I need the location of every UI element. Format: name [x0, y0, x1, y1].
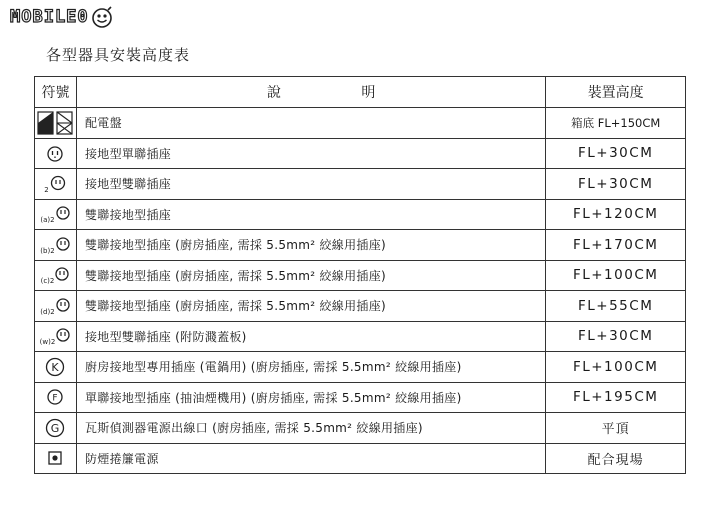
header-desc-left: 說 [266, 85, 281, 101]
logo-face-icon [91, 6, 113, 28]
symbol-prefix: (a)2 [40, 216, 55, 225]
table-header-row [35, 77, 686, 108]
kitchen-outlet-k-icon [44, 356, 66, 378]
logo-text: MOBILE0 [10, 7, 89, 27]
mobile01-logo [10, 4, 113, 30]
description-cell: 配電盤 [76, 108, 545, 139]
height-cell: FL+120CM [546, 199, 686, 230]
description-cell: 單聯接地型插座 (抽油煙機用) (廚房插座, 需採 5.5mm² 絞線用插座) [76, 382, 545, 413]
waterproof-duplex-outlet-icon [55, 326, 71, 346]
description-cell: 接地型雙聯插座 [76, 169, 545, 200]
description-cell: 雙聯接地型插座 (廚房插座, 需採 5.5mm² 絞線用插座) [76, 230, 545, 261]
symbol-prefix: (b)2 [40, 246, 55, 255]
description-cell: 防煙捲簾電源 [76, 443, 545, 474]
symbol-cell [35, 321, 77, 352]
table-row [35, 199, 686, 230]
table-row [35, 169, 686, 200]
table-row [35, 352, 686, 383]
symbol-prefix: (d)2 [40, 307, 55, 316]
table-row [35, 108, 686, 139]
duplex-outlet-b-icon [55, 235, 71, 255]
height-cell: 箱底 FL+150CM [546, 108, 686, 139]
header-symbol: 符號 [35, 77, 77, 108]
symbol-cell [35, 413, 77, 444]
symbol-prefix: (w)2 [39, 338, 56, 347]
installation-height-table [34, 76, 686, 474]
description-cell: 雙聯接地型插座 [76, 199, 545, 230]
symbol-cell [35, 138, 77, 169]
height-cell: FL+170CM [546, 230, 686, 261]
symbol-cell [35, 382, 77, 413]
symbol-cell [35, 230, 77, 261]
symbol-cell [35, 291, 77, 322]
description-cell: 接地型單聯插座 [76, 138, 545, 169]
table-row [35, 413, 686, 444]
symbol-cell [35, 352, 77, 383]
table-row [35, 443, 686, 474]
symbol-prefix: 2 [44, 185, 49, 194]
grounded-duplex-outlet-icon [49, 174, 67, 194]
document-title: 各型器具安裝高度表 [46, 46, 191, 64]
hood-outlet-f-icon [45, 387, 65, 407]
duplex-outlet-d-icon [55, 296, 71, 316]
height-cell: FL+195CM [546, 382, 686, 413]
table-row [35, 138, 686, 169]
smoke-release-power-icon [47, 450, 63, 466]
table-row [35, 382, 686, 413]
gas-detector-outlet-g-icon [44, 417, 66, 439]
symbol-cell [35, 169, 77, 200]
symbol-cell [35, 260, 77, 291]
height-cell: FL+100CM [546, 352, 686, 383]
description-cell: 接地型雙聯插座 (附防濺蓋板) [76, 321, 545, 352]
header-description [76, 77, 545, 108]
symbol-cell [35, 443, 77, 474]
panel-board-icon [36, 110, 74, 136]
symbol-cell [35, 108, 77, 139]
height-cell: FL+55CM [546, 291, 686, 322]
height-cell: FL+100CM [546, 260, 686, 291]
svg-text:F: F [52, 393, 59, 404]
description-cell: 雙聯接地型插座 (廚房插座, 需採 5.5mm² 絞線用插座) [76, 291, 545, 322]
height-cell: FL+30CM [546, 169, 686, 200]
duplex-outlet-c-icon [54, 265, 70, 285]
header-height: 裝置高度 [546, 77, 686, 108]
table-row [35, 321, 686, 352]
svg-text:K: K [51, 360, 60, 374]
table-row [35, 230, 686, 261]
height-cell: FL+30CM [546, 138, 686, 169]
symbol-cell [35, 199, 77, 230]
height-cell: 平頂 [546, 413, 686, 444]
description-cell: 瓦斯偵測器電源出線口 (廚房插座, 需採 5.5mm² 絞線用插座) [76, 413, 545, 444]
description-cell: 廚房接地型專用插座 (電鍋用) (廚房插座, 需採 5.5mm² 絞線用插座) [76, 352, 545, 383]
header-desc-right: 明 [361, 85, 376, 101]
table-row [35, 291, 686, 322]
description-cell: 雙聯接地型插座 (廚房插座, 需採 5.5mm² 絞線用插座) [76, 260, 545, 291]
height-cell: 配合現場 [546, 443, 686, 474]
grounded-single-outlet-icon [45, 143, 65, 163]
svg-text:G: G [51, 421, 60, 435]
symbol-prefix: (c)2 [40, 277, 55, 286]
duplex-outlet-a-icon [55, 204, 71, 224]
table-row [35, 260, 686, 291]
height-cell: FL+30CM [546, 321, 686, 352]
